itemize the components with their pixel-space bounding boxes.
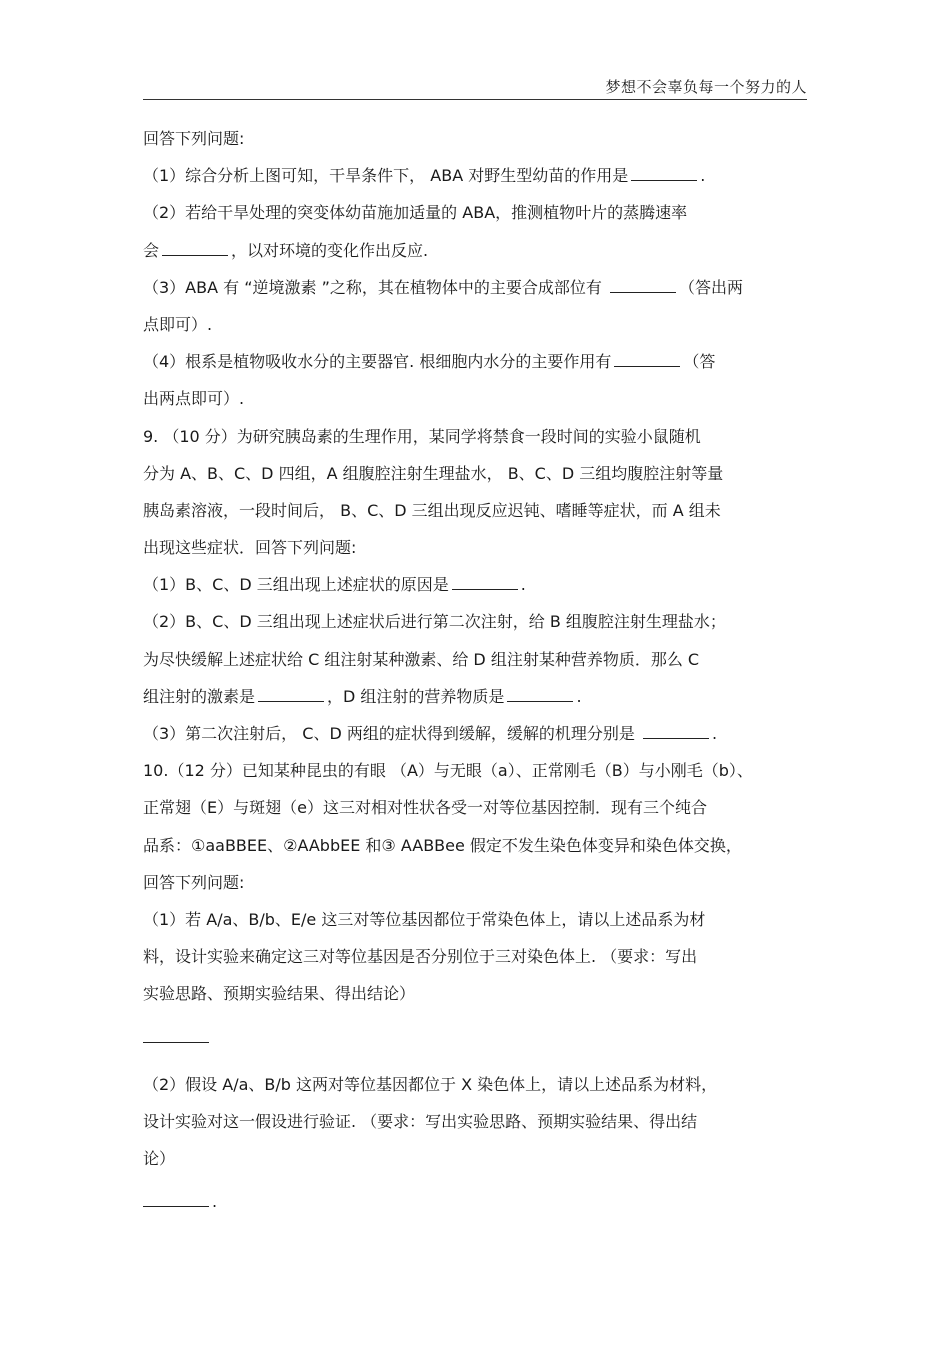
- text-line: 出现这些症状．回答下列问题:: [143, 538, 357, 558]
- text-line: 出两点即可）.: [143, 389, 245, 409]
- question-10-2: （2）假设 A/a、B/b 这两对等位基因都位于 X 染色体上，请以上述品系为材料，: [143, 1074, 718, 1094]
- text-line: 品系：①aaBBEE、②AAbbEE 和③ AABBee 假定不发生染色体变异和染色体交换，: [143, 835, 742, 855]
- question-9-2: （2）B、C、D 三组出现上述症状后进行第二次注射，给 B 组腹腔注射生理盐水；: [143, 612, 726, 632]
- text-line: 点即可）.: [143, 314, 213, 334]
- answer-blank[interactable]: [162, 237, 228, 256]
- text-line: 回答下列问题:: [143, 129, 245, 148]
- text-line: 料，设计实验来确定这三对等位基因是否分别位于三对染色体上. （要求：写出: [143, 947, 698, 967]
- text-line: 论）: [143, 1149, 176, 1169]
- answer-blank[interactable]: [452, 571, 518, 590]
- text-line: 为尽快缓解上述症状给 C 组注射某种激素、给 D 组注射某种营养物质．那么 C: [143, 649, 700, 669]
- question-8-1: （1）综合分析上图可知，干旱条件下， ABA 对野生型幼苗的作用是 .: [143, 157, 809, 194]
- answer-blank[interactable]: [643, 720, 709, 739]
- question-9-3: （3）第二次注射后， C、D 两组的症状得到缓解，缓解的机理分别是 .: [143, 715, 809, 752]
- question-8-2: （2）若给干旱处理的突变体幼苗施加适量的 ABA，推测植物叶片的蒸腾速率: [143, 203, 688, 223]
- answer-blank[interactable]: [614, 348, 680, 367]
- answer-blank[interactable]: [610, 274, 676, 293]
- text-line: 实验思路、预期实验结果、得出结论）: [143, 984, 416, 1004]
- answer-blank[interactable]: [143, 1024, 209, 1043]
- question-8-3: （3）ABA 有 “逆境激素 ”之称，其在植物体中的主要合成部位有 （答出两: [143, 269, 809, 306]
- text-line: 分为 A、B、C、D 四组，A 组腹腔注射生理盐水， B、C、D 三组均腹腔注射等量: [143, 463, 724, 483]
- answer-blank[interactable]: [143, 1188, 209, 1207]
- text-line: 设计实验对这一假设进行验证. （要求：写出实验思路、预期实验结果、得出结: [143, 1111, 698, 1131]
- answer-blank[interactable]: [507, 683, 573, 702]
- question-9-1: （1）B、C、D 三组出现上述症状的原因是 .: [143, 566, 809, 603]
- answer-line: [143, 1019, 809, 1056]
- question-10: 10.（12 分）已知某种昆虫的有眼 （A）与无眼（a）、正常刚毛（B）与小刚毛（b）、: [143, 761, 753, 781]
- text-line: 会 ，以对环境的变化作出反应.: [143, 232, 809, 269]
- text-line: 组注射的激素是 ，D 组注射的营养物质是 .: [143, 678, 809, 715]
- question-9: 9. （10 分）为研究胰岛素的生理作用，某同学将禁食一段时间的实验小鼠随机: [143, 426, 701, 446]
- header-rule: [143, 99, 807, 100]
- text-line: 胰岛素溶液，一段时间后， B、C、D 三组出现反应迟钝、嗜睡等症状，而 A 组未: [143, 500, 721, 520]
- header-slogan: 梦想不会辜负每一个努力的人: [605, 78, 807, 96]
- question-8-4: （4）根系是植物吸收水分的主要器官. 根细胞内水分的主要作用有 （答: [143, 343, 809, 380]
- answer-blank[interactable]: [258, 683, 324, 702]
- text-line: 正常翅（E）与斑翅（e）这三对相对性状各受一对等位基因控制．现有三个纯合: [143, 798, 707, 818]
- document-body: [143, 120, 809, 1220]
- answer-blank[interactable]: [631, 162, 697, 181]
- answer-line: .: [143, 1183, 809, 1220]
- question-10-1: （1）若 A/a、B/b、E/e 这三对等位基因都位于常染色体上，请以上述品系为材: [143, 909, 706, 929]
- text-line: 回答下列问题:: [143, 872, 245, 892]
